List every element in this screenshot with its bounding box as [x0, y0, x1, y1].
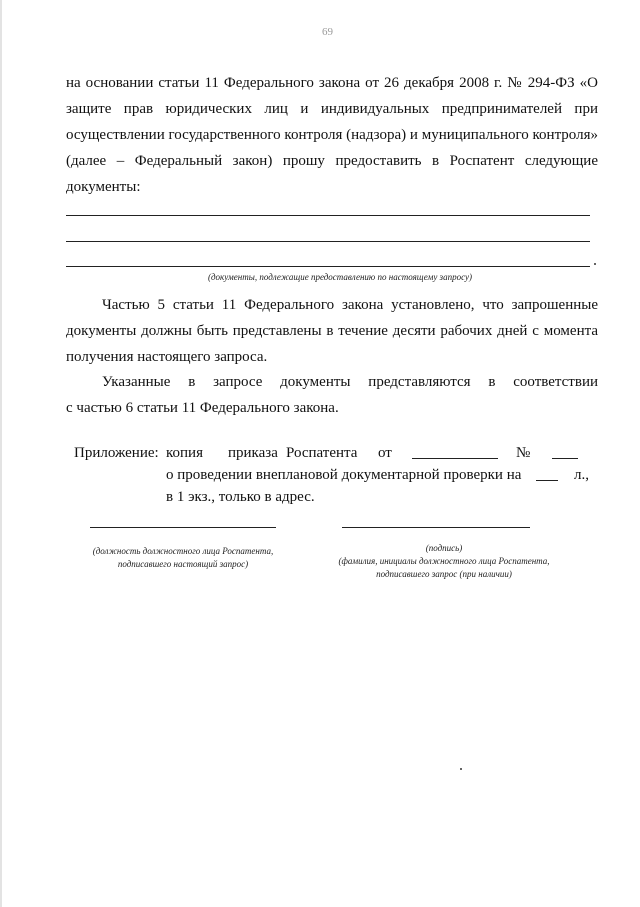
page-edge — [0, 0, 2, 907]
text-line: Указанные в запросе документы представляются в соответствии — [102, 374, 598, 390]
appendix-line-3: в 1 экз., только в адрес. — [166, 489, 315, 505]
documents-blank-line-3[interactable] — [66, 266, 590, 267]
deadline-paragraph — [66, 292, 598, 370]
intro-paragraph — [66, 70, 598, 200]
page-number: 69 — [322, 26, 333, 38]
text-line: с частью 6 статьи 11 Федерального закона. — [66, 400, 339, 416]
caption-line: подписавшего настоящий запрос) — [117, 559, 249, 569]
order-date-field[interactable] — [412, 444, 498, 459]
text-line: документы: — [66, 179, 141, 195]
text-line: получения настоящего запроса. — [66, 349, 268, 365]
scan-speck — [460, 768, 462, 770]
documents-blank-line-2[interactable] — [66, 241, 590, 242]
appendix-label: Приложение: — [74, 445, 159, 461]
caption-line: (фамилия, инициалы должностного лица Роспатента, — [338, 556, 550, 566]
appendix-word: копия — [166, 445, 203, 461]
appendix-line-2: о проведении внеплановой документарной проверки на — [166, 467, 522, 483]
pages-count-field[interactable] — [536, 466, 558, 481]
appendix-word: приказа — [228, 445, 278, 461]
pages-suffix: л., — [574, 467, 589, 483]
number-sign: № — [516, 445, 531, 461]
end-dot — [594, 263, 596, 265]
position-signature-line[interactable] — [90, 527, 276, 528]
caption-line: подписавшего запрос (при наличии) — [376, 569, 512, 579]
provision-paragraph — [66, 369, 598, 421]
text-line: осуществлении государственного контроля (надзора) и муниципального контроля» — [66, 127, 598, 143]
order-number-field[interactable] — [552, 444, 578, 459]
signature-line[interactable] — [342, 527, 530, 528]
position-caption — [70, 545, 296, 571]
caption-line: (должность должностного лица Роспатента, — [92, 546, 274, 556]
text-line: документы должны быть представлены в течение десяти рабочих дней с момента — [66, 323, 598, 339]
text-line: (далее – Федеральный закон) прошу предоставить в Роспатент следующие — [66, 153, 598, 169]
text-line: защите прав юридических лиц и индивидуальных предпринимателей при — [66, 101, 598, 117]
appendix-word: Роспатента — [286, 445, 358, 461]
caption-line: (подпись) — [425, 543, 463, 553]
documents-caption: (документы, подлежащие предоставлению по настоящему запросу) — [208, 272, 472, 282]
documents-blank-line-1[interactable] — [66, 215, 590, 216]
text-line: Частью 5 статьи 11 Федерального закона установлено, что запрошенные — [102, 297, 598, 313]
text-line: на основании статьи 11 Федерального закона от 26 декабря 2008 г. № 294-ФЗ «О — [66, 75, 598, 91]
signature-caption — [316, 542, 572, 581]
appendix-word: от — [378, 445, 392, 461]
appendix-text — [166, 442, 598, 508]
